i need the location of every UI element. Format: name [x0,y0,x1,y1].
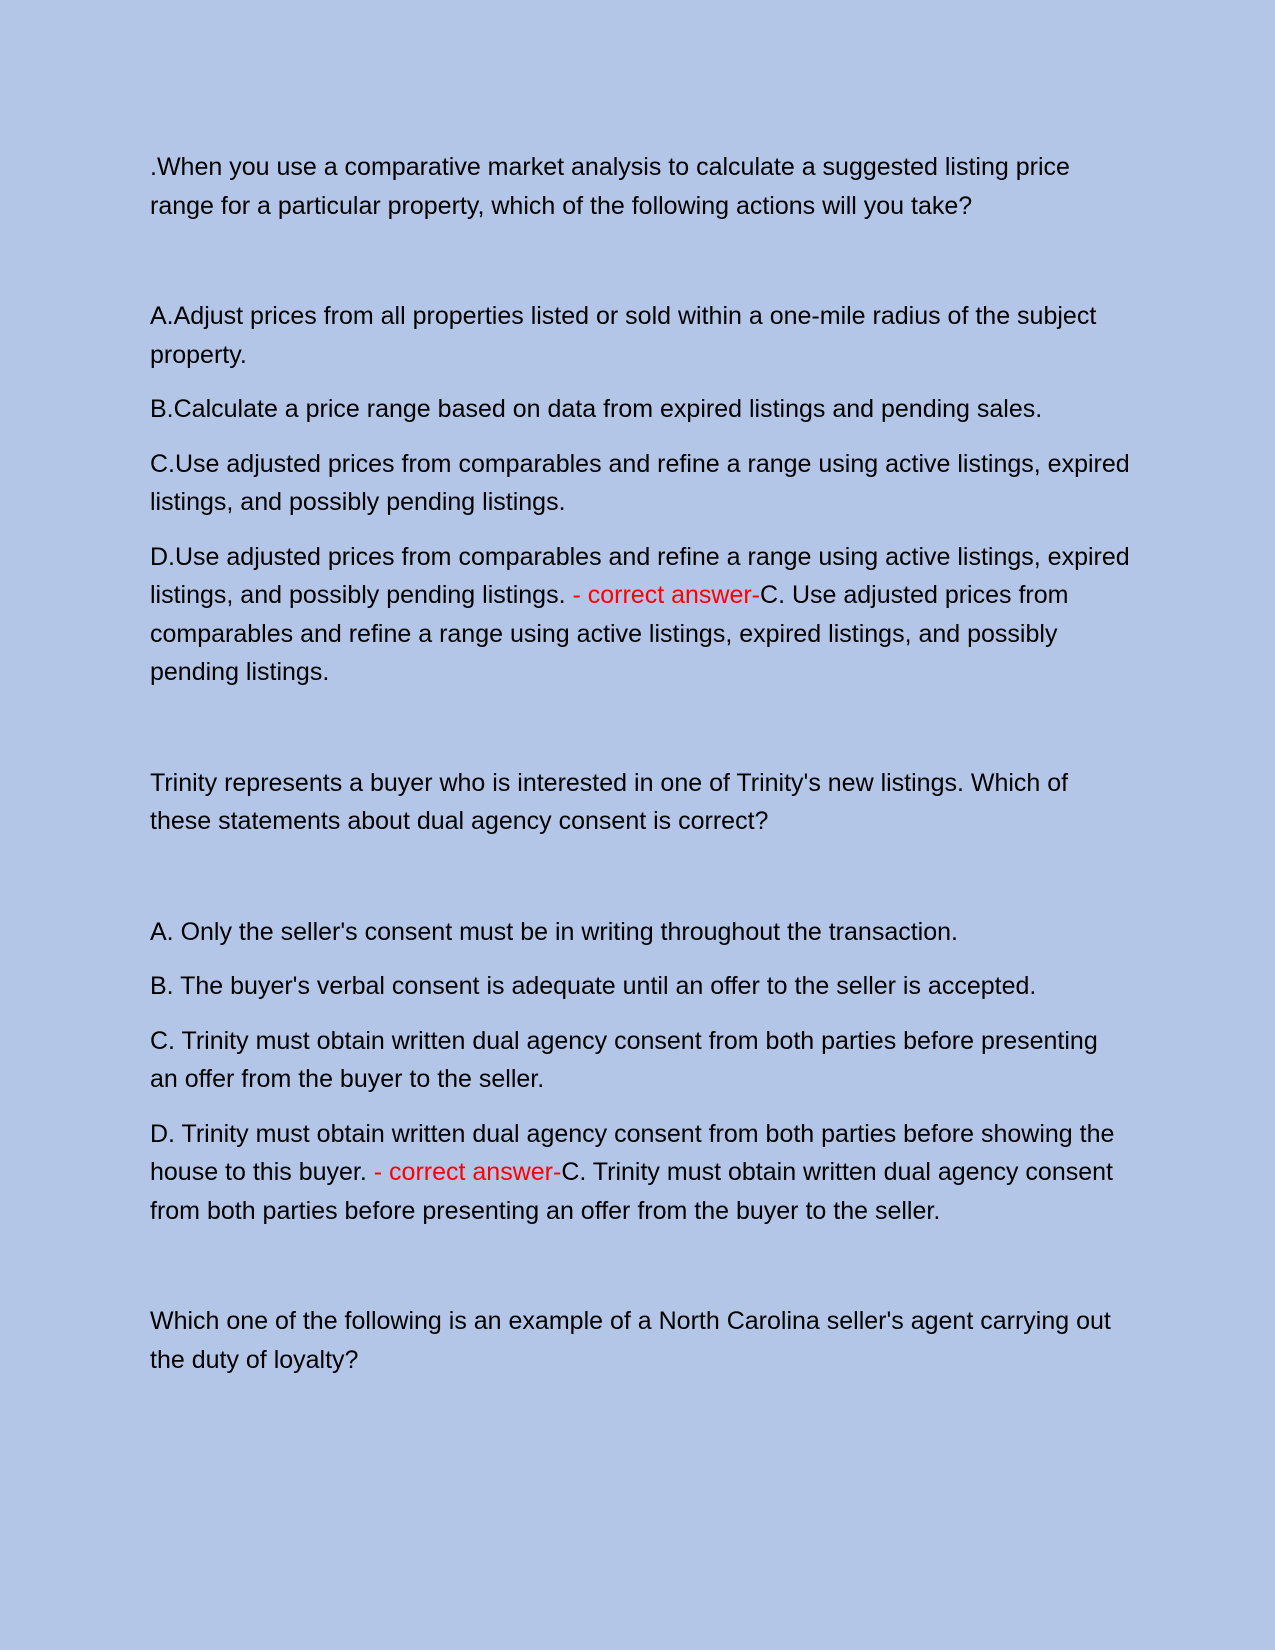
question-prompt: Which one of the following is an example of a North Carolina seller's agent carrying out the duty of loyalty? [150,1307,1111,1374]
answer-option-b: B.Calculate a price range based on data from expired listings and pending sales. [150,395,1043,423]
question-block-2 [150,764,1130,1231]
answer-option-a: A. Only the seller's consent must be in writing throughout the transaction. [150,917,958,946]
correct-answer-text: C. Use adjusted prices from comparables and refine a range using active listings, expired listings, and possibly pending listings. [150,581,1069,686]
answer-option-b: B. The buyer's verbal consent is adequate until an offer to the seller is accepted. [150,972,1037,1000]
correct-answer-marker: - correct answer- [373,1158,562,1186]
answer-option-c: C. Trinity must obtain written dual agency consent from both parties before presenting an offer from the buyer to the seller. [150,1026,1098,1093]
answer-option-d-with-answer [150,538,1130,692]
answer-option-c: C.Use adjusted prices from comparables and refine a range using active listings, expired listings, and possibly pending listings. [150,449,1130,516]
answer-option-d: D.Use adjusted prices from comparables and refine a range using active listings, expired listings, and possibly pending listings. [150,542,1130,609]
correct-answer-text: C. Trinity must obtain written dual agency consent from both parties before presenting an offer from the buyer to the seller. [150,1158,1113,1225]
document-page [150,148,1130,1379]
answer-option-d-with-answer [150,1115,1130,1231]
question-block-1 [150,148,1130,692]
question-block-3 [150,1302,1130,1379]
question-prompt: Trinity represents a buyer who is interested in one of Trinity's new listings. Which of these statements about dual agency consent is correct? [150,768,1069,835]
question-prompt: .When you use a comparative market analysis to calculate a suggested listing price range for a particular property, which of the following actions will you take? [150,153,1070,220]
answer-option-d: D. Trinity must obtain written dual agency consent from both parties before showing the house to this buyer. [150,1119,1115,1186]
answer-option-a: A.Adjust prices from all properties listed or sold within a one-mile radius of the subject property. [150,302,1097,369]
correct-answer-marker: - correct answer- [572,581,761,609]
